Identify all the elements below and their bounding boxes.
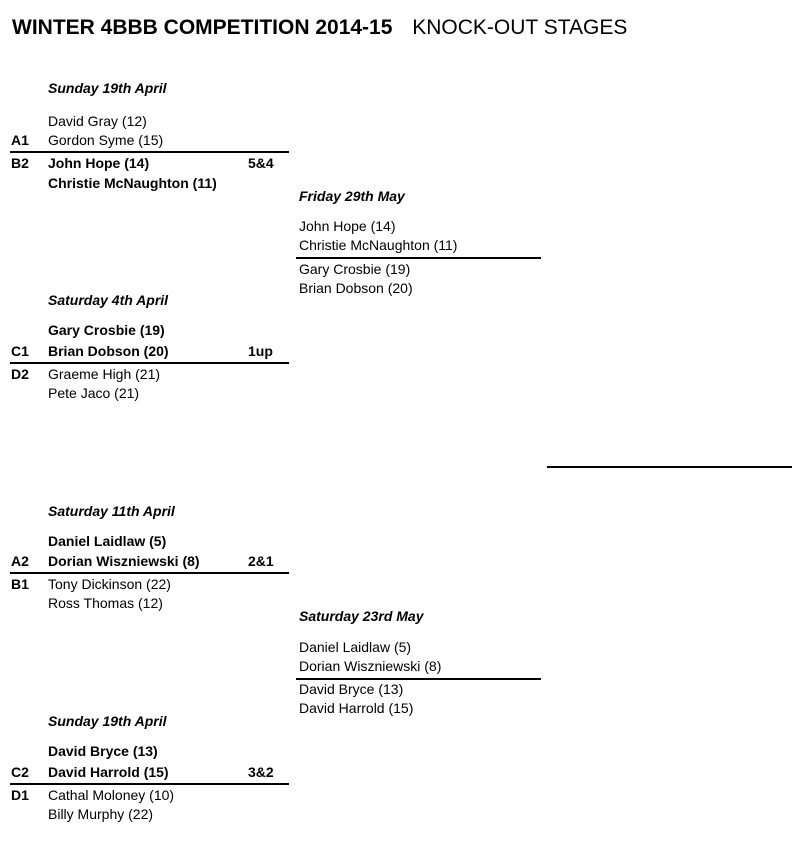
winner-player-name: John Hope (14): [48, 155, 150, 171]
bracket-line: [296, 257, 541, 259]
bracket-line: [10, 362, 289, 364]
match-date: Sunday 19th April: [48, 80, 167, 96]
stage-subtitle: KNOCK-OUT STAGES: [412, 16, 628, 39]
match-score: 3&2: [248, 764, 274, 780]
winner-player-name: David Harrold (15): [48, 764, 169, 780]
player-name: John Hope (14): [299, 218, 396, 234]
match-date: Saturday 11th April: [48, 503, 175, 519]
seed-code: D2: [11, 366, 29, 382]
player-name: Gary Crosbie (19): [299, 261, 411, 277]
bracket-line: [296, 678, 541, 680]
seed-code: A2: [11, 553, 29, 569]
seed-code: D1: [11, 787, 29, 803]
match-date: Friday 29th May: [299, 188, 405, 204]
player-name: Gordon Syme (15): [48, 132, 164, 148]
seed-code: B1: [11, 576, 29, 592]
winner-player-name: Gary Crosbie (19): [48, 322, 165, 338]
match-date: Saturday 23rd May: [299, 608, 424, 624]
player-name: Dorian Wiszniewski (8): [299, 658, 442, 674]
player-name: Ross Thomas (12): [48, 595, 163, 611]
player-name: Graeme High (21): [48, 366, 161, 382]
match-date: Sunday 19th April: [48, 713, 167, 729]
seed-code: B2: [11, 155, 29, 171]
match-score: 1up: [248, 343, 273, 359]
final-bracket-line: [547, 466, 792, 468]
player-name: David Gray (12): [48, 113, 147, 129]
winner-player-name: Brian Dobson (20): [48, 343, 169, 359]
bracket-line: [10, 783, 289, 785]
bracket-line: [10, 151, 289, 153]
match-date: Saturday 4th April: [48, 292, 169, 308]
player-name: Billy Murphy (22): [48, 806, 154, 822]
player-name: Pete Jaco (21): [48, 385, 140, 401]
player-name: Christie McNaughton (11): [299, 237, 458, 253]
player-name: Tony Dickinson (22): [48, 576, 171, 592]
player-name: Brian Dobson (20): [299, 280, 413, 296]
bracket-line: [10, 572, 289, 574]
seed-code: A1: [11, 132, 29, 148]
competition-title: WINTER 4BBB COMPETITION 2014-15: [12, 16, 393, 39]
player-name: Cathal Moloney (10): [48, 787, 175, 803]
match-score: 5&4: [248, 155, 274, 171]
winner-player-name: Daniel Laidlaw (5): [48, 533, 167, 549]
seed-code: C1: [11, 343, 29, 359]
player-name: David Bryce (13): [299, 681, 404, 697]
winner-player-name: Christie McNaughton (11): [48, 175, 217, 191]
winner-player-name: Dorian Wiszniewski (8): [48, 553, 200, 569]
seed-code: C2: [11, 764, 29, 780]
page-title: [12, 16, 627, 40]
player-name: David Harrold (15): [299, 700, 414, 716]
match-score: 2&1: [248, 553, 274, 569]
winner-player-name: David Bryce (13): [48, 743, 158, 759]
player-name: Daniel Laidlaw (5): [299, 639, 412, 655]
